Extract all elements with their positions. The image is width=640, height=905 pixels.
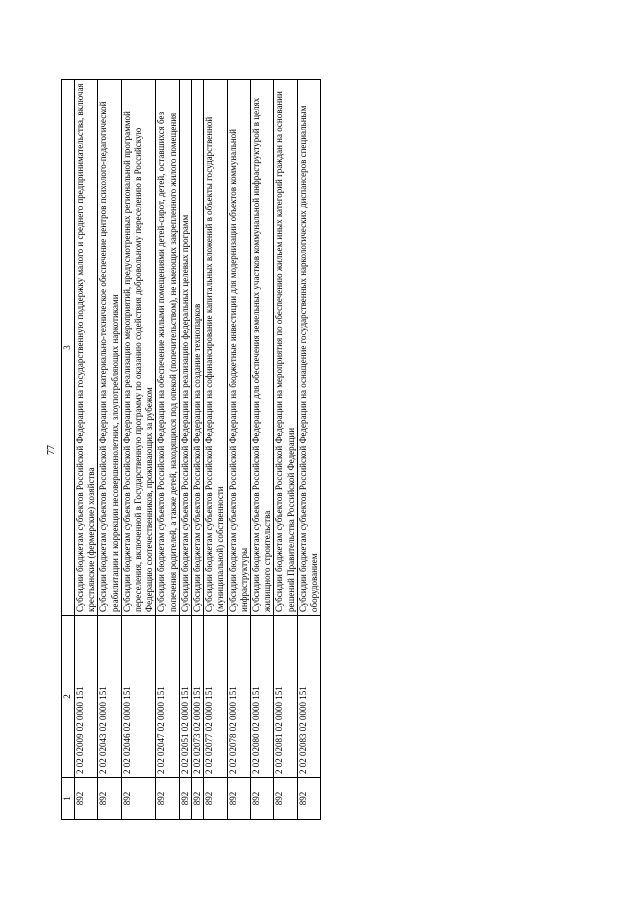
budget-code-cell: 2 02 02043 02 0000 151 <box>98 616 121 778</box>
table-row <box>251 80 274 820</box>
description-cell: Субсидии бюджетам субъектов Российской Федерации на софинансирование капитальных вложений в объекты государственной (муниципальной) собственности <box>204 80 227 616</box>
agency-code-cell: 892 <box>121 778 156 820</box>
description-cell: Субсидии бюджетам субъектов Российской Федерации на создание технопарков <box>192 80 204 616</box>
table-row <box>121 80 156 820</box>
agency-code-cell: 892 <box>192 778 204 820</box>
table-row <box>156 80 179 820</box>
budget-code-cell: 2 02 02046 02 0000 151 <box>121 616 156 778</box>
table-row <box>98 80 121 820</box>
table-row <box>204 80 227 820</box>
budget-code-cell: 2 02 02083 02 0000 151 <box>297 616 320 778</box>
budget-code-cell: 2 02 02078 02 0000 151 <box>227 616 250 778</box>
column-header-3: 3 <box>62 80 75 616</box>
budget-code-cell: 2 02 02047 02 0000 151 <box>156 616 179 778</box>
table-row <box>75 80 98 820</box>
table-row <box>297 80 320 820</box>
rotated-table-container <box>61 80 502 820</box>
agency-code-cell: 892 <box>297 778 320 820</box>
agency-code-cell: 892 <box>251 778 274 820</box>
description-cell: Субсидии бюджетам субъектов Российской Федерации для обеспечения земельных участков коммунальной инфраструктурой в целях жилищного строительства <box>251 80 274 616</box>
agency-code-cell: 892 <box>98 778 121 820</box>
column-header-2: 2 <box>62 616 75 778</box>
description-cell: Субсидии бюджетам субъектов Российской Федерации на материально-техническое обеспечение центров психолого-педагогической реабилитации и коррекции несовершеннолетних, злоупотребляющих наркотиками <box>98 80 121 616</box>
table-row <box>192 80 204 820</box>
column-header-1: 1 <box>62 778 75 820</box>
agency-code-cell: 892 <box>179 778 191 820</box>
agency-code-cell: 892 <box>204 778 227 820</box>
page-number: 77 <box>46 445 57 455</box>
agency-code-cell: 892 <box>227 778 250 820</box>
description-cell: Субсидии бюджетам субъектов Российской Федерации на обеспечение жилыми помещениями детей-сирот, детей, оставшихся без попечения родителей, а также детей, находящихся под опекой (попечительством), не имеющих закрепленного жилого помещения <box>156 80 179 616</box>
description-cell: Субсидии бюджетам субъектов Российской Федерации на государственную поддержку малого и среднего предпринимательства, включая крестьянские (фермерские) хозяйства <box>75 80 98 616</box>
table-row <box>179 80 191 820</box>
budget-code-cell: 2 02 02080 02 0000 151 <box>251 616 274 778</box>
agency-code-cell: 892 <box>274 778 297 820</box>
budget-code-cell: 2 02 02077 02 0000 151 <box>204 616 227 778</box>
budget-codes-table <box>61 79 321 820</box>
description-cell: Субсидии бюджетам субъектов Российской Федерации на оснащение государственных наркологических диспансеров специальным оборудованием <box>297 80 320 616</box>
agency-code-cell: 892 <box>156 778 179 820</box>
header-row <box>62 80 75 820</box>
table-row <box>227 80 250 820</box>
budget-code-cell: 2 02 02009 02 0000 151 <box>75 616 98 778</box>
description-cell: Субсидии бюджетам субъектов Российской Федерации на реализацию мероприятий, предусмотренных региональной программой переселения, включенной в Государственную программу по оказанию содействия добровольному переселению в Российскую Федерацию соотечественников, проживающих за рубежом <box>121 80 156 616</box>
agency-code-cell: 892 <box>75 778 98 820</box>
description-cell: Субсидии бюджетам субъектов Российской Федерации на реализацию федеральных целевых программ <box>179 80 191 616</box>
description-cell: Субсидии бюджетам субъектов Российской Федерации на мероприятия по обеспечению жильем иных категорий граждан на основании решений Правительства Российской Федерации <box>274 80 297 616</box>
description-cell: Субсидии бюджетам субъектов Российской Федерации на бюджетные инвестиции для модернизации объектов коммунальной инфраструктуры <box>227 80 250 616</box>
budget-code-cell: 2 02 02051 02 0000 151 <box>179 616 191 778</box>
budget-code-cell: 2 02 02081 02 0000 151 <box>274 616 297 778</box>
table-row <box>274 80 297 820</box>
budget-code-cell: 2 02 02073 02 0000 151 <box>192 616 204 778</box>
